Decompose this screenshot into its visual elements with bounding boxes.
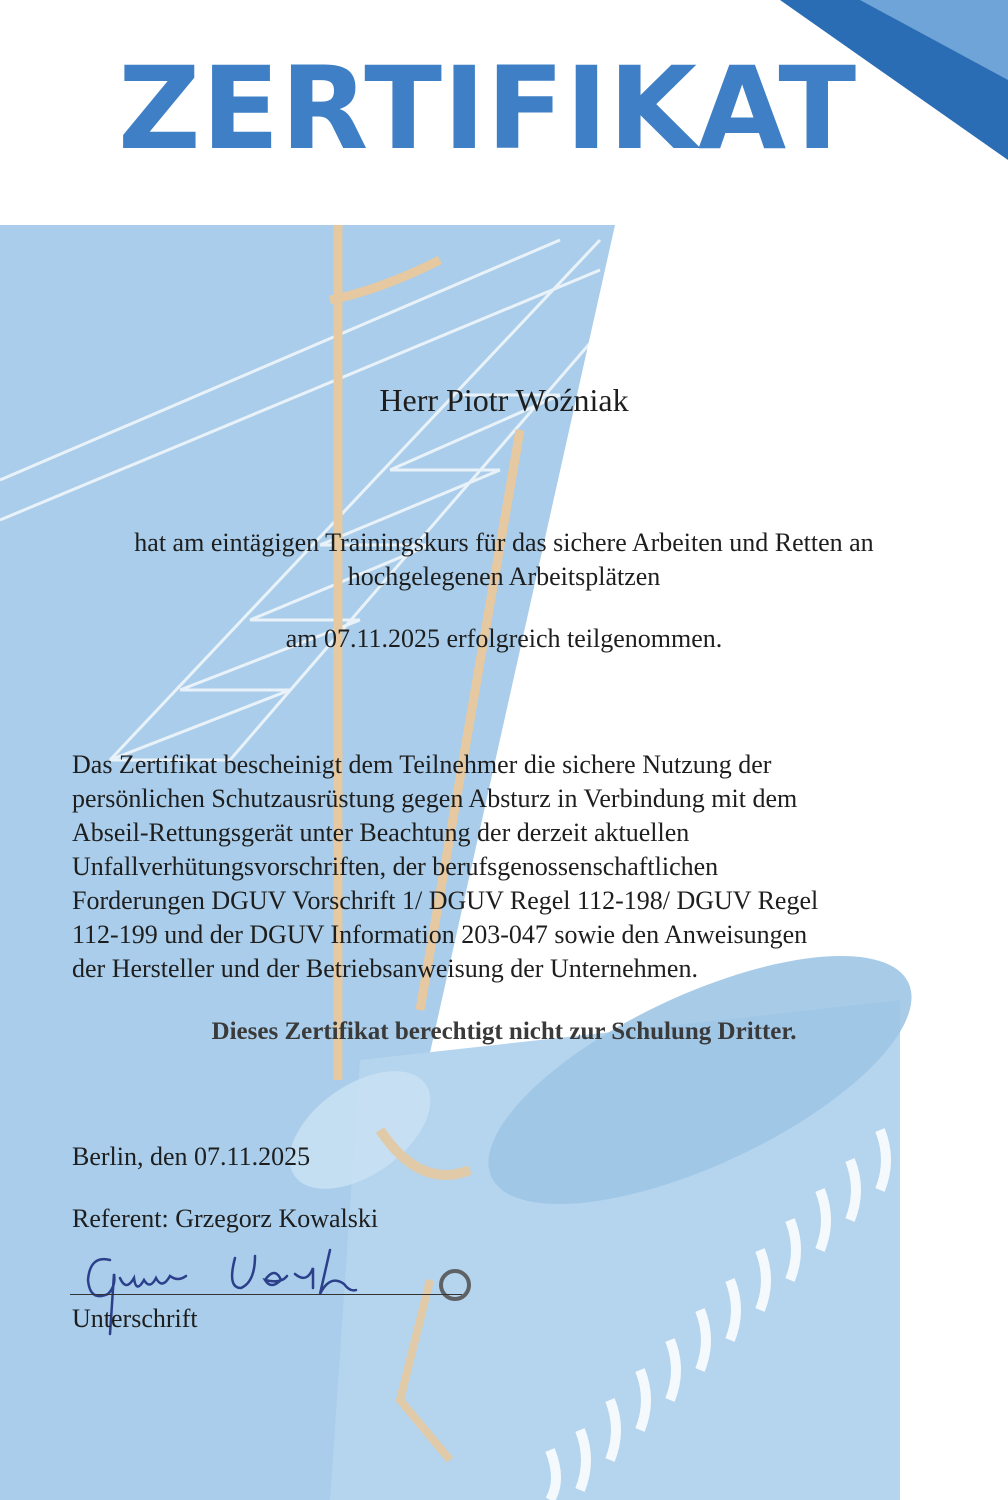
signature-label: Unterschrift <box>72 1304 198 1333</box>
description-line-3: Abseil-Rettungsgerät unter Beachtung der derzeit aktuellen <box>72 818 690 847</box>
intro-line-1: hat am eintägigen Trainingskurs für das sichere Arbeiten und Retten an <box>134 528 874 557</box>
intro-line-2: hochgelegenen Arbeitsplätzen <box>347 562 661 591</box>
description-line-7: der Hersteller und der Betriebsanweisung der Unternehmen. <box>72 954 698 983</box>
notice-text: Dieses Zertifikat berechtigt nicht zur Schulung Dritter. <box>211 1018 797 1045</box>
completion-date-line: am 07.11.2025 erfolgreich teilgenommen. <box>285 624 723 653</box>
description-line-6: 112-199 und der DGUV Information 203-047 sowie den Anweisungen <box>72 920 808 949</box>
certificate-title: ZERTIFIKAT <box>118 42 858 175</box>
place-date: Berlin, den 07.11.2025 <box>72 1142 311 1171</box>
recipient-name: Herr Piotr Woźniak <box>379 382 629 418</box>
referent: Referent: Grzegorz Kowalski <box>72 1204 379 1233</box>
description-line-2: persönlichen Schutzausrüstung gegen Absturz in Verbindung mit dem <box>72 784 798 813</box>
description-line-4: Unfallverhütungsvorschriften, der berufsgenossenschaftlichen <box>72 852 719 881</box>
signature-line <box>70 1294 462 1295</box>
description-line-1: Das Zertifikat bescheinigt dem Teilnehmer die sichere Nutzung der <box>72 750 772 779</box>
description-line-5: Forderungen DGUV Vorschrift 1/ DGUV Regel 112-198/ DGUV Regel <box>72 886 819 915</box>
